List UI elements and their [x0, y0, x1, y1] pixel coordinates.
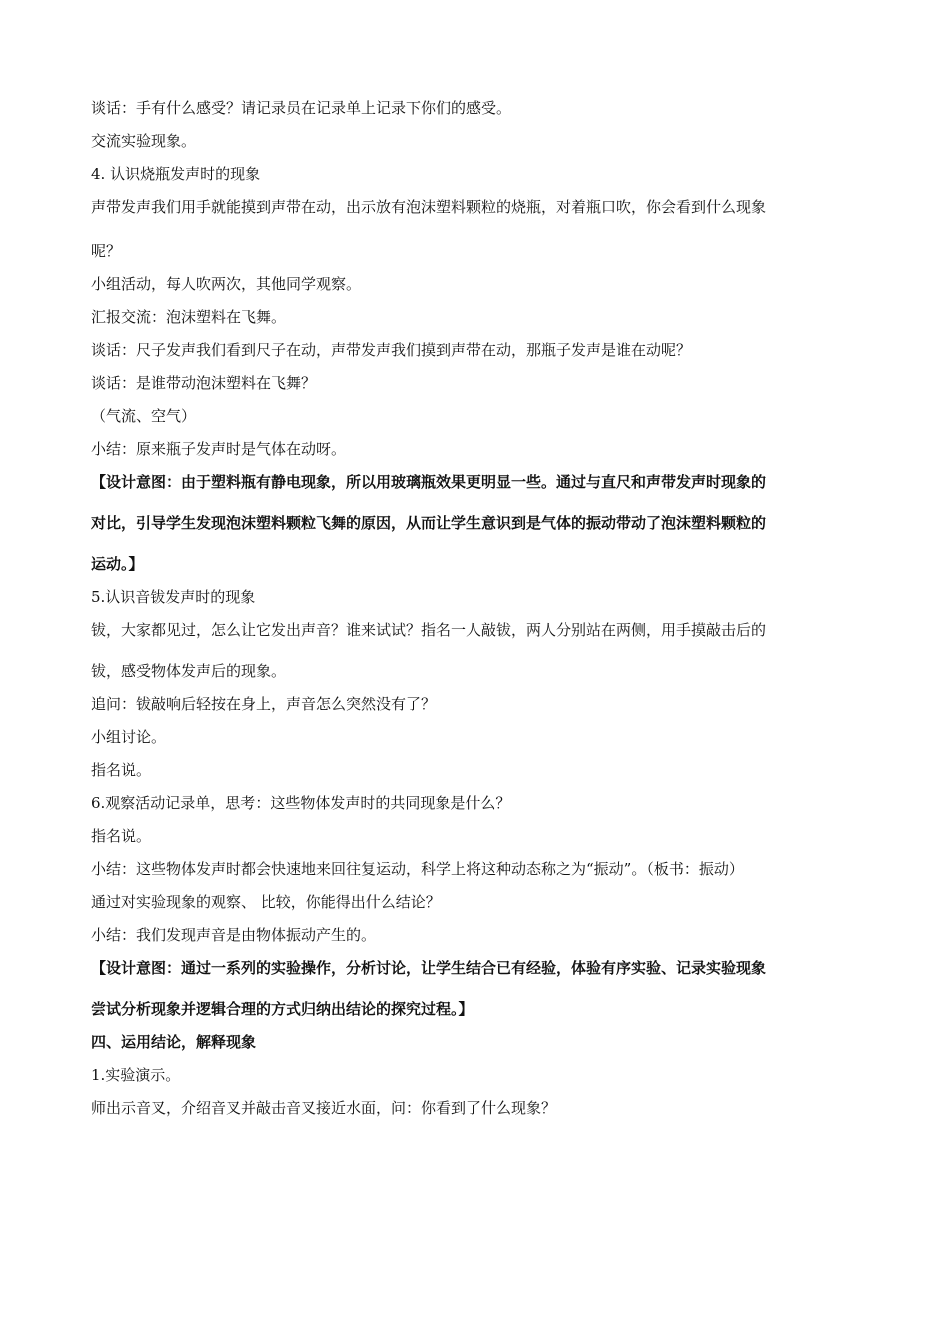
bold-paragraph-line: 尝试分析现象并逻辑合理的方式归纳出结论的探究过程。】 [91, 1000, 474, 1018]
paragraph-line: （气流、空气） [91, 407, 197, 425]
paragraph-line: 小结：这些物体发声时都会快速地来回往复运动，科学上将这种动态称之为“振动”。（板书：振动） [91, 860, 744, 878]
paragraph-line: 小组活动，每人吹两次，其他同学观察。 [91, 275, 362, 293]
paragraph-line: 钹，大家都见过，怎么让它发出声音？谁来试试？指名一人敲钹，两人分别站在两侧，用手摸敲击后的 [91, 621, 767, 639]
paragraph-line: 呢？ [91, 242, 122, 260]
paragraph-line: 谈话：手有什么感受？请记录员在记录单上记录下你们的感受。 [91, 99, 512, 117]
paragraph-line: 6.观察活动记录单，思考：这些物体发声时的共同现象是什么？ [91, 794, 511, 812]
paragraph-line: 小结：我们发现声音是由物体振动产生的。 [91, 926, 377, 944]
paragraph-line: 5.认识音钹发声时的现象 [91, 588, 256, 606]
bold-paragraph-line: 【设计意图：通过一系列的实验操作，分析讨论，让学生结合已有经验，体验有序实验、记录实验现象 [91, 959, 767, 977]
paragraph-line: 追问：钹敲响后轻按在身上，声音怎么突然没有了？ [91, 695, 437, 713]
paragraph-line: 交流实验现象。 [91, 132, 197, 150]
bold-paragraph-line: 四、运用结论，解释现象 [91, 1033, 257, 1051]
paragraph-line: 小结：原来瓶子发声时是气体在动呀。 [91, 440, 347, 458]
paragraph-line: 汇报交流：泡沫塑料在飞舞。 [91, 308, 287, 326]
paragraph-line: 指名说。 [91, 827, 152, 845]
paragraph-line: 指名说。 [91, 761, 152, 779]
bold-paragraph-line: 运动。】 [91, 555, 144, 573]
paragraph-line: 小组讨论。 [91, 728, 167, 746]
bold-paragraph-line: 【设计意图：由于塑料瓶有静电现象，所以用玻璃瓶效果更明显一些。通过与直尺和声带发声时现象的 [91, 473, 767, 491]
paragraph-line: 通过对实验现象的观察、 比较，你能得出什么结论？ [91, 893, 441, 911]
paragraph-line: 师出示音叉，介绍音叉并敲击音叉接近水面，问：你看到了什么现象？ [91, 1099, 557, 1117]
bold-paragraph-line: 对比，引导学生发现泡沫塑料颗粒飞舞的原因，从而让学生意识到是气体的振动带动了泡沫塑料颗粒的 [91, 514, 767, 532]
paragraph-line: 1.实验演示。 [91, 1066, 181, 1084]
paragraph-line: 谈话：是谁带动泡沫塑料在飞舞？ [91, 374, 317, 392]
document-body [91, 98, 871, 1119]
paragraph-line: 钹，感受物体发声后的现象。 [91, 662, 287, 680]
paragraph-line: 声带发声我们用手就能摸到声带在动，出示放有泡沫塑料颗粒的烧瓶，对着瓶口吹，你会看到什么现象 [91, 198, 767, 216]
paragraph-line: 4. 认识烧瓶发声时的现象 [91, 165, 261, 183]
paragraph-line: 谈话：尺子发声我们看到尺子在动，声带发声我们摸到声带在动，那瓶子发声是谁在动呢？ [91, 341, 692, 359]
